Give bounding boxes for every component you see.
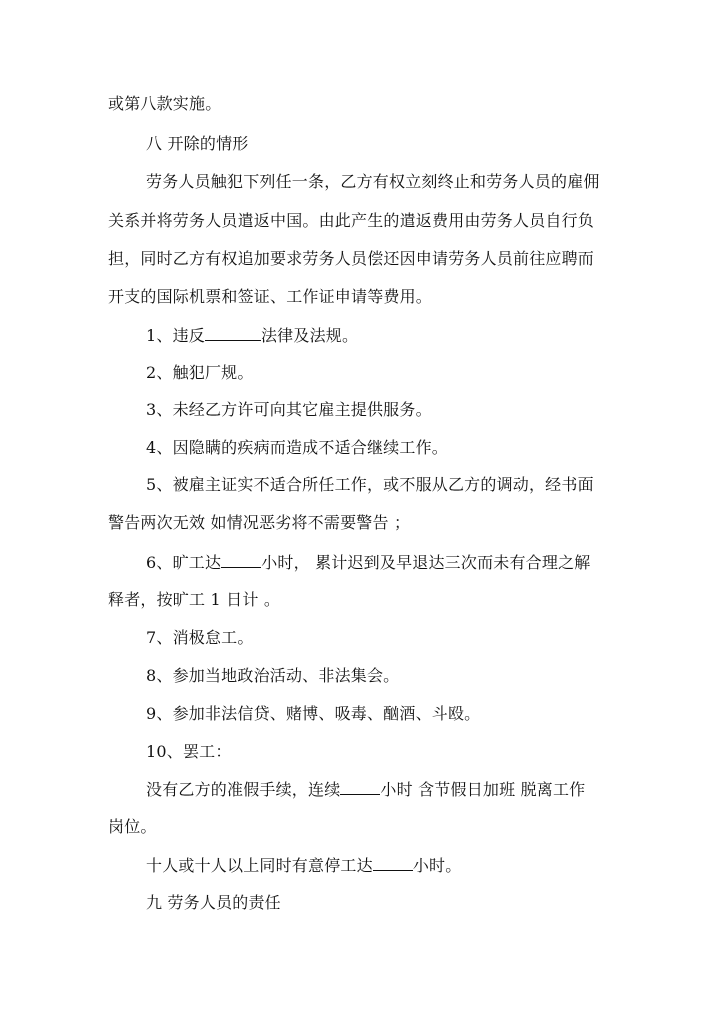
- list-item: 9、参加非法信贷、赌博、吸毒、酗酒、斗殴。: [146, 704, 481, 723]
- section-heading: 九 劳务人员的责任: [146, 893, 281, 912]
- list-item-text: 小时， 累计迟到及早退达三次而未有合理之解: [261, 553, 591, 572]
- fill-in-blank: [205, 325, 261, 341]
- list-item-text: 1、违反: [146, 326, 205, 345]
- text-line: 开支的国际机票和签证、工作证申请等费用。: [108, 287, 433, 306]
- text-line: 警告两次无效 如情况恶劣将不需要警告 ；: [108, 513, 411, 532]
- list-item: [146, 325, 358, 345]
- list-item: 8、参加当地政治活动、非法集会。: [146, 666, 400, 685]
- list-item: 2、触犯厂规。: [146, 363, 254, 382]
- text-line: [146, 779, 585, 799]
- text-line: 担，同时乙方有权追加要求劳务人员偿还因申请劳务人员前往应聘而: [108, 249, 595, 268]
- text-segment: 小时 含节假日加班 脱离工作: [380, 780, 586, 799]
- text-line: 关系并将劳务人员遣返中国。由此产生的遣返费用由劳务人员自行负: [108, 211, 595, 230]
- list-item-text: 6、旷工达: [146, 553, 222, 572]
- text-segment: 十人或十人以上同时有意停工达: [146, 856, 373, 875]
- list-item: 7、消极怠工。: [146, 628, 254, 647]
- text-segment: 小时。: [412, 856, 462, 875]
- list-item: 4、因隐瞒的疾病而造成不适合继续工作。: [146, 438, 448, 457]
- text-line: 岗位。: [108, 817, 157, 836]
- list-item-text: 法律及法规。: [260, 326, 359, 345]
- text-line: 或第八款实施。: [108, 94, 222, 113]
- list-item: 10、罢工：: [146, 742, 232, 761]
- fill-in-blank: [373, 855, 413, 871]
- fill-in-blank: [340, 779, 380, 795]
- fill-in-blank: [221, 552, 261, 568]
- section-heading: 八 开除的情形: [146, 134, 249, 153]
- text-line: [146, 855, 461, 875]
- text-line: 劳务人员触犯下列任一条，乙方有权立刻终止和劳务人员的雇佣: [146, 172, 600, 191]
- list-item: [146, 552, 590, 572]
- list-item: 5、被雇主证实不适合所任工作，或不服从乙方的调动，经书面: [146, 475, 594, 494]
- text-line: 释者，按旷工 1 日计 。: [108, 590, 281, 609]
- text-segment: 没有乙方的准假手续，连续: [146, 780, 341, 799]
- list-item: 3、未经乙方许可向其它雇主提供服务。: [146, 400, 432, 419]
